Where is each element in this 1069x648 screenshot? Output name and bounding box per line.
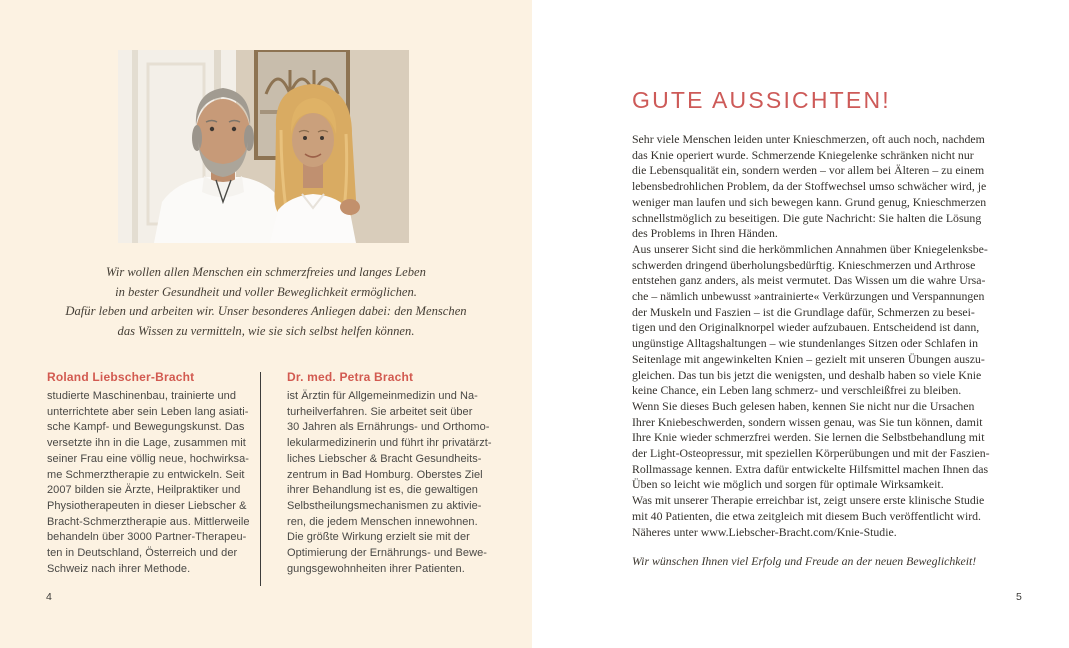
text-line: Was mit unserer Therapie erreichbar ist, zeigt unsere erste klinische Studie <box>632 493 985 508</box>
authors-photo <box>118 50 409 243</box>
text-line: sche Kampf- und Bewegungskunst. Das <box>47 421 245 434</box>
text-line: ungünstige Alltagshaltungen – wie stundenlanges Sitzen oder Schlafen in <box>632 336 978 351</box>
text-line: weniger man laufen und sich bewegen kann. Grund genug, Knieschmerzen <box>632 194 987 209</box>
text-line: ist Ärztin für Allgemeinmedizin und Na- <box>287 390 478 402</box>
left-book-page <box>0 0 532 648</box>
text-line: Schweiz nach ihrer Methode. <box>47 562 191 575</box>
text-line: Physiotherapeuten in dieser Liebscher & <box>47 499 247 512</box>
text-line: seiner Frau eine völlig neue, hochwirksa- <box>47 452 249 465</box>
paragraph <box>632 132 987 242</box>
text-line: turheilverfahren. Sie arbeitet seit über <box>287 405 473 418</box>
text-line: unterrichtete aber sein Leben lang asiati- <box>47 405 249 418</box>
bio-petra-text <box>287 389 499 577</box>
text-line: 2007 bilden sie Ärzte, Heilpraktiker und <box>47 484 241 497</box>
text-line: gungsgewohnheiten ihrer Patienten. <box>287 562 465 575</box>
text-line: in bester Gesundheit und voller Beweglichkeit ermöglichen. <box>115 284 417 299</box>
woman-figure <box>270 84 360 243</box>
text-line: der Light-Osteopressur, mit speziellen Körperübungen und mit der Faszien- <box>632 446 990 461</box>
paragraph <box>632 493 984 540</box>
bio-roland-text <box>47 389 259 577</box>
text-line: entstehen ganz anders, als meist vermutet. Das Wissen um die wahre Ursa- <box>632 273 986 288</box>
text-line: tigen und den Originalknorpel wieder aufzubauen. Entscheidend ist dann, <box>632 320 980 335</box>
bio-petra <box>287 370 499 577</box>
text-line: che – nämlich unbewusst »antrainierte« Verkürzungen und Verspannungen <box>632 289 985 304</box>
text-line: das Wissen zu vermitteln, wie sie sich selbst helfen können. <box>117 323 415 338</box>
text-line: mit 40 Patienten, die etwa zeitgleich mit diesem Buch veröffentlicht wird. <box>632 508 982 523</box>
text-line: Optimierung der Ernährungs- und Bewe- <box>287 547 487 560</box>
page-number-left: 4 <box>46 591 52 603</box>
text-line: Rollmassage kennen. Extra dafür entwickelte Hilfsmittel machen Ihnen das <box>632 461 989 476</box>
text-line: Ihre Knie wieder schmerzfrei werden. Sie lernen die Selbstbehandlung mit <box>632 430 985 445</box>
text-line: me Schmerztherapie zu entwickeln. Seit <box>47 468 245 481</box>
text-line: Aus unserer Sicht sind die herkömmlichen Annahmen über Kniegelenksbe- <box>632 241 988 256</box>
text-line: Dafür leben und arbeiten wir. Unser besonderes Anliegen dabei: den Menschen <box>65 304 467 319</box>
text-line: Ihrer Kniebeschwerden, sondern wissen genau, was Sie tun können, damit <box>632 414 983 429</box>
bio-roland-name: Roland Liebscher-Bracht <box>47 370 195 384</box>
text-line: ten in Deutschland, Österreich und der <box>47 547 238 560</box>
chapter-heading: GUTE AUSSICHTEN! <box>632 87 891 113</box>
bio-column-divider <box>260 372 261 586</box>
text-line: versetzte ihn in die Lage, zusammen mit <box>47 437 246 450</box>
right-book-page <box>532 0 1069 648</box>
bio-petra-name: Dr. med. Petra Bracht <box>287 370 414 384</box>
chapter-body <box>632 132 990 570</box>
text-line: ren, die jedem Menschen innewohnen. <box>287 515 478 528</box>
page-number-right: 5 <box>1016 591 1022 603</box>
text-line: zentrum in Bad Homburg. Oberstes Ziel <box>287 468 483 481</box>
text-line: keine Chance, ein Leben lang schmerz- und verschleißfrei zu bleiben. <box>632 383 962 398</box>
text-line: studierte Maschinenbau, trainierte und <box>47 390 237 402</box>
text-line: lebensbedrohlichen Problem, da der Stoffwechsel umso schwächer wird, je <box>632 179 987 194</box>
hand-on-shoulder <box>340 199 360 215</box>
chapter-paragraphs <box>632 132 990 540</box>
text-line: Wenn Sie dieses Buch gelesen haben, kennen Sie nicht nur die Ursachen <box>632 398 975 413</box>
text-line: ihrer Behandlung ist es, die gewaltigen <box>287 484 478 497</box>
text-line: Bracht-Schmerztherapie aus. Mittlerweile <box>47 515 250 528</box>
text-line: schwerden dringend überholungsbedürftig. Knieschmerzen und Arthrose <box>632 257 976 272</box>
text-line: Näheres unter www.Liebscher-Bracht.com/Knie-Studie. <box>632 524 897 539</box>
text-line: behandeln über 3000 Partner-Therapeu- <box>47 531 247 544</box>
closing-wish: Wir wünschen Ihnen viel Erfolg und Freude an der neuen Beweglichkeit! <box>632 554 977 569</box>
text-line: der Muskeln und Faszien – ist die Grundlage dafür, Schmerzen zu besei- <box>632 304 975 319</box>
text-line: des Problems in Ihren Händen. <box>632 226 778 241</box>
text-line: Die größte Wirkung erzielt sie mit der <box>287 531 470 544</box>
paragraph <box>632 241 988 399</box>
bio-roland <box>47 370 259 577</box>
text-line: Selbstheilungsmechanismen zu aktivie- <box>287 499 482 512</box>
text-line: die Lebensqualität ein, sondern werden – vor allem bei Älteren – zu einem <box>632 163 985 178</box>
text-line: das Knie operiert wurde. Schmerzende Kniegelenke schränken nicht nur <box>632 147 974 162</box>
text-line: gleichen. Das tun bis jetzt die wenigsten, und deshalb haben so viele Knie <box>632 367 982 382</box>
text-line: liches Liebscher & Bracht Gesundheits- <box>287 452 482 465</box>
text-line: Seitenlage mit angewinkelten Knien – gezielt mit unseren Übungen auszu- <box>632 351 985 366</box>
text-line: 30 Jahren als Ernährungs- und Orthomo- <box>287 421 490 434</box>
text-line: Sehr viele Menschen leiden unter Knieschmerzen, oft auch noch, nachdem <box>632 132 985 146</box>
text-line: Wir wollen allen Menschen ein schmerzfreies und langes Leben <box>106 265 426 279</box>
text-line: lekularmedizinerin und führt ihr privatärzt- <box>287 437 492 450</box>
mission-quote <box>0 263 532 341</box>
text-line: Üben so leicht wie möglich und sorgen für optimale Wirksamkeit. <box>632 477 944 492</box>
paragraph <box>632 398 990 493</box>
text-line: schnellstmöglich zu beseitigen. Die gute Nachricht: Sie halten die Lösung <box>632 210 982 225</box>
